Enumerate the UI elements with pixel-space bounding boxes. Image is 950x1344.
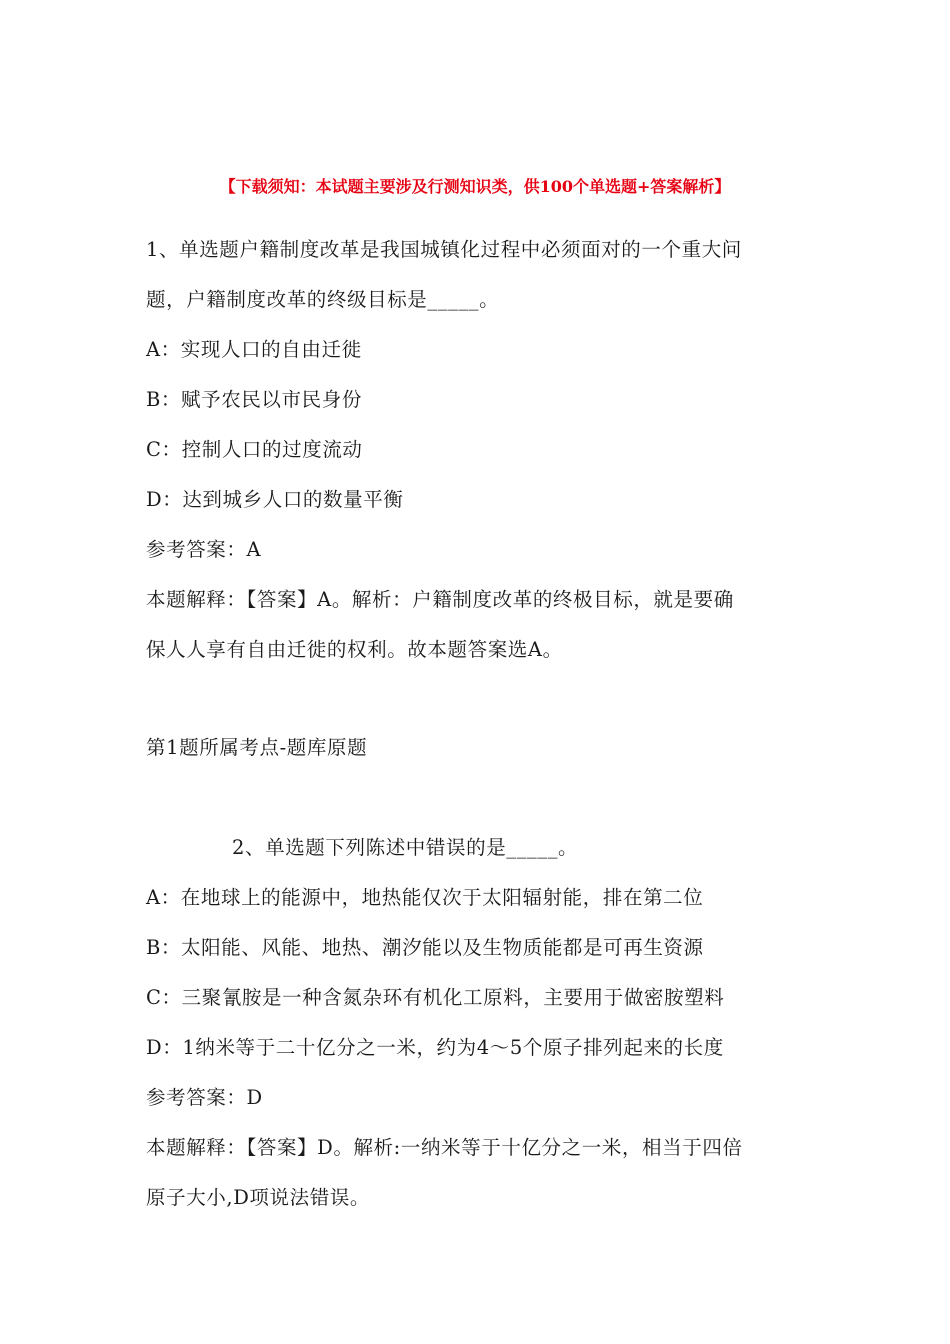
q1-stem-line-2: 题，户籍制度改革的终级目标是_____。: [146, 288, 500, 311]
q2-explanation-line-1: 本题解释：【答案】D。解析:一纳米等于十亿分之一米，相当于四倍: [146, 1136, 743, 1159]
q1-option-c: C：控制人口的过度流动: [146, 438, 363, 461]
q1-option-d: D：达到城乡人口的数量平衡: [146, 488, 404, 511]
q2-stem: 2、单选题下列陈述中错误的是_____。: [232, 836, 579, 859]
q2-option-d: D：1纳米等于二十亿分之一米，约为4～5个原子排列起来的长度: [146, 1036, 724, 1059]
q1-explanation-line-1: 本题解释：【答案】A。解析：户籍制度改革的终极目标，就是要确: [146, 588, 734, 611]
q2-reference-answer: 参考答案：D: [146, 1086, 263, 1109]
q2-option-c: C：三聚氰胺是一种含氮杂环有机化工原料，主要用于做密胺塑料: [146, 986, 725, 1009]
q2-option-a: A：在地球上的能源中，地热能仅次于太阳辐射能，排在第二位: [146, 886, 704, 909]
q1-topic: 第1题所属考点-题库原题: [146, 736, 368, 759]
download-notice: 【下载须知：本试题主要涉及行测知识类，供100个单选题+答案解析】: [219, 177, 731, 196]
q1-stem-line-1: 1、单选题户籍制度改革是我国城镇化过程中必须面对的一个重大问: [146, 238, 742, 261]
q1-explanation-line-2: 保人人享有自由迁徙的权利。故本题答案选A。: [146, 638, 563, 661]
q1-option-a: A：实现人口的自由迁徙: [146, 338, 362, 361]
q1-reference-answer: 参考答案：A: [146, 538, 262, 561]
q1-option-b: B：赋予农民以市民身份: [146, 388, 362, 411]
q2-option-b: B：太阳能、风能、地热、潮汐能以及生物质能都是可再生资源: [146, 936, 704, 959]
q2-explanation-line-2: 原子大小,D项说法错误。: [146, 1186, 371, 1209]
